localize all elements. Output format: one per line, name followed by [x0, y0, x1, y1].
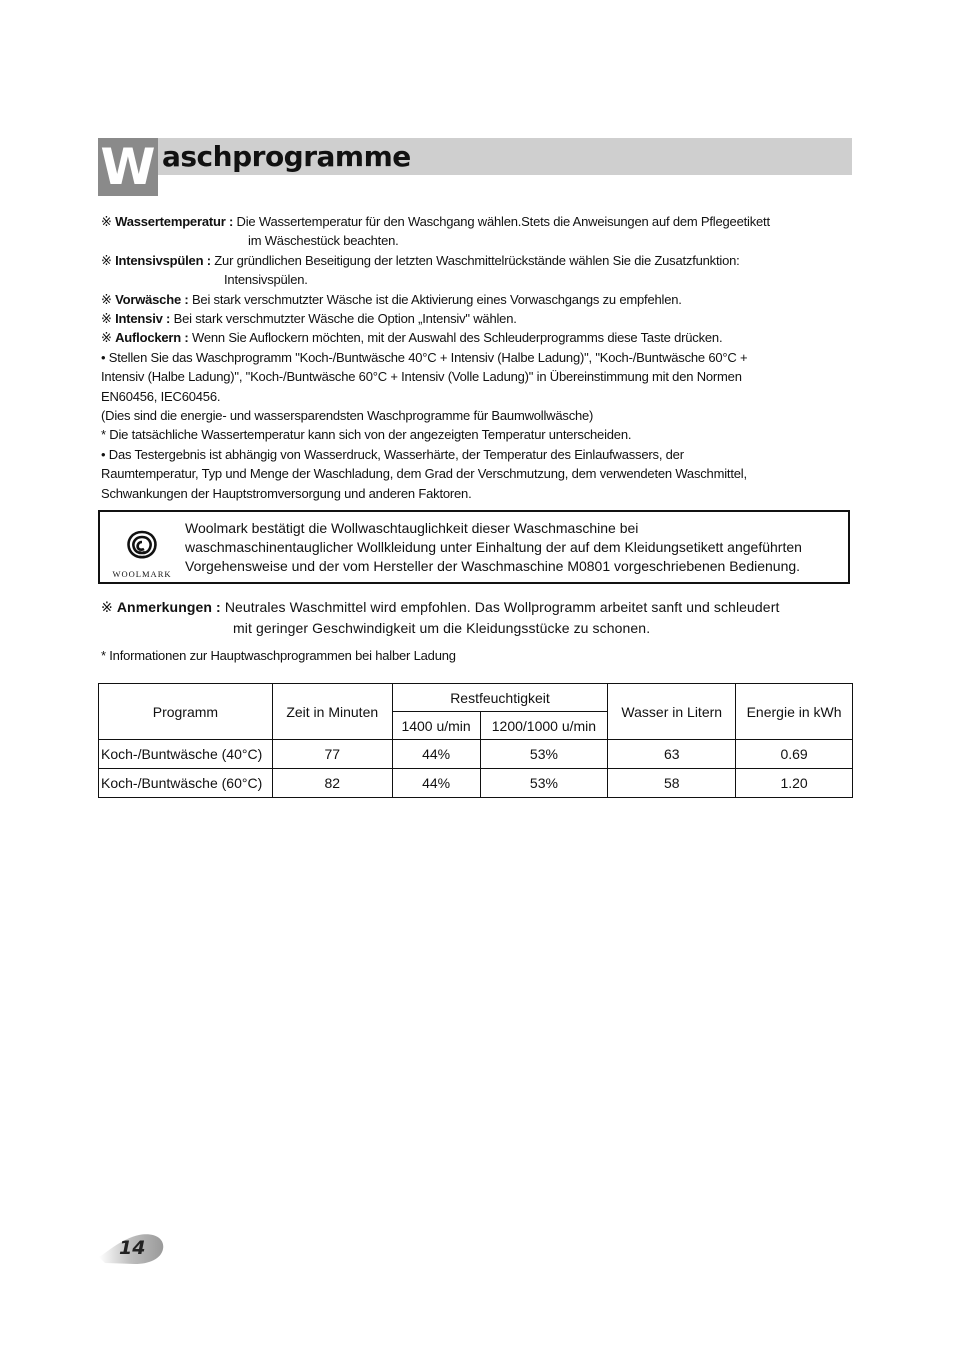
test-line-1: • Das Testergebnis ist abhängig von Wasserdruck, Wasserhärte, der Temperatur des Einlaufwassers, der [101, 446, 684, 462]
program-table [98, 683, 853, 798]
norm-line-2: Intensiv (Halbe Ladung)", "Koch-/Buntwäsche 60°C + Intensiv (Volle Ladung)" in Übereinstimmung mit den Normen [101, 369, 742, 385]
page-number: 14 [119, 1237, 146, 1259]
note-wassertemperatur-cont: im Wäschestück beachten. [248, 233, 399, 249]
woolmark-box [98, 510, 850, 584]
notes-section [101, 212, 846, 503]
cell-r1200: 53% [480, 769, 608, 798]
norm-line-1: • Stellen Sie das Waschprogramm "Koch-/Buntwäsche 40°C + Intensiv (Halbe Ladung)", "Koch-/Buntwäsche 60°C + [101, 349, 748, 365]
woolmark-text [185, 519, 845, 576]
page-title: aschprogramme [162, 140, 411, 173]
header-energie: Energie in kWh [736, 684, 853, 740]
test-line-3: Schwankungen der Hauptstromversorgung und anderen Faktoren. [101, 485, 472, 501]
norm-line-3: EN60456, IEC60456. [101, 388, 221, 404]
woolmark-icon [122, 528, 162, 562]
cell-wasser: 58 [608, 769, 736, 798]
cell-r1400: 44% [392, 740, 480, 769]
cell-r1200: 53% [480, 740, 608, 769]
woolmark-line-1: Woolmark bestätigt die Wollwaschtauglichkeit dieser Waschmaschine bei [185, 520, 639, 536]
energy-note: (Dies sind die energie- und wassersparendsten Waschprogramme für Baumwollwäsche) [101, 408, 594, 424]
cell-zeit: 82 [272, 769, 392, 798]
table-row [99, 740, 853, 769]
cell-programm: Koch-/Buntwäsche (40°C) [99, 740, 273, 769]
anmerkungen-line-1: ※ Anmerkungen : Neutrales Waschmittel wird empfohlen. Das Wollprogramm arbeitet sanft und schleudert [101, 599, 780, 615]
woolmark-line-2: waschmaschinentauglicher Wollkleidung unter Einhaltung der auf dem Kleidungsetikett angeführten [185, 539, 802, 555]
cell-r1400: 44% [392, 769, 480, 798]
info-line: * Informationen zur Hauptwaschprogrammen bei halber Ladung [101, 648, 456, 663]
note-wassertemperatur: ※ Wassertemperatur : Die Wassertemperatur für den Waschgang wählen.Stets die Anweisungen auf dem Pflegeetikett [101, 214, 770, 229]
anmerkungen [101, 597, 846, 639]
test-line-2: Raumtemperatur, Typ und Menge der Waschladung, dem Grad der Verschmutzung, dem verwendeten Waschmittel, [101, 466, 747, 482]
temperature-note: * Die tatsächliche Wassertemperatur kann sich von der angezeigten Temperatur unterscheiden. [101, 427, 632, 443]
header-1400: 1400 u/min [392, 712, 480, 740]
header-wasser: Wasser in Litern [608, 684, 736, 740]
note-intensiv: ※ Intensiv : Bei stark verschmutzter Wäsche die Option „Intensiv" wählen. [101, 311, 517, 327]
header-zeit: Zeit in Minuten [272, 684, 392, 740]
title-initial: W [98, 138, 158, 196]
note-intensivspuelen-cont: Intensivspülen. [224, 272, 308, 288]
cell-zeit: 77 [272, 740, 392, 769]
cell-energie: 0.69 [736, 740, 853, 769]
header-programm: Programm [99, 684, 273, 740]
woolmark-logo-text: WOOLMARK [112, 569, 172, 579]
cell-energie: 1.20 [736, 769, 853, 798]
cell-wasser: 63 [608, 740, 736, 769]
note-vorwaesche: ※ Vorwäsche : Bei stark verschmutzter Wäsche ist die Aktivierung eines Vorwaschgangs zu empfehlen. [101, 291, 682, 307]
woolmark-line-3: Vorgehensweise und der vom Hersteller der Waschmaschine M0801 vorgeschriebenen Bedienung. [185, 558, 801, 574]
cell-programm: Koch-/Buntwäsche (60°C) [99, 769, 273, 798]
woolmark-logo [110, 528, 174, 579]
table-row [99, 769, 853, 798]
table-header-row [99, 684, 853, 712]
page-number-badge [99, 1233, 165, 1265]
header-1200: 1200/1000 u/min [480, 712, 608, 740]
note-intensivspuelen: ※ Intensivspülen : Zur gründlichen Beseitigung der letzten Waschmittelrückstände wählen Sie die Zusatzfunktion: [101, 252, 740, 268]
note-auflockern: ※ Auflockern : Wenn Sie Auflockern möchten, mit der Auswahl des Schleuderprogramms diese Taste drücken. [101, 330, 723, 346]
anmerkungen-line-2: mit geringer Geschwindigkeit um die Kleidungsstücke zu schonen. [233, 620, 651, 636]
header-restfeuchtigkeit: Restfeuchtigkeit [392, 684, 608, 712]
